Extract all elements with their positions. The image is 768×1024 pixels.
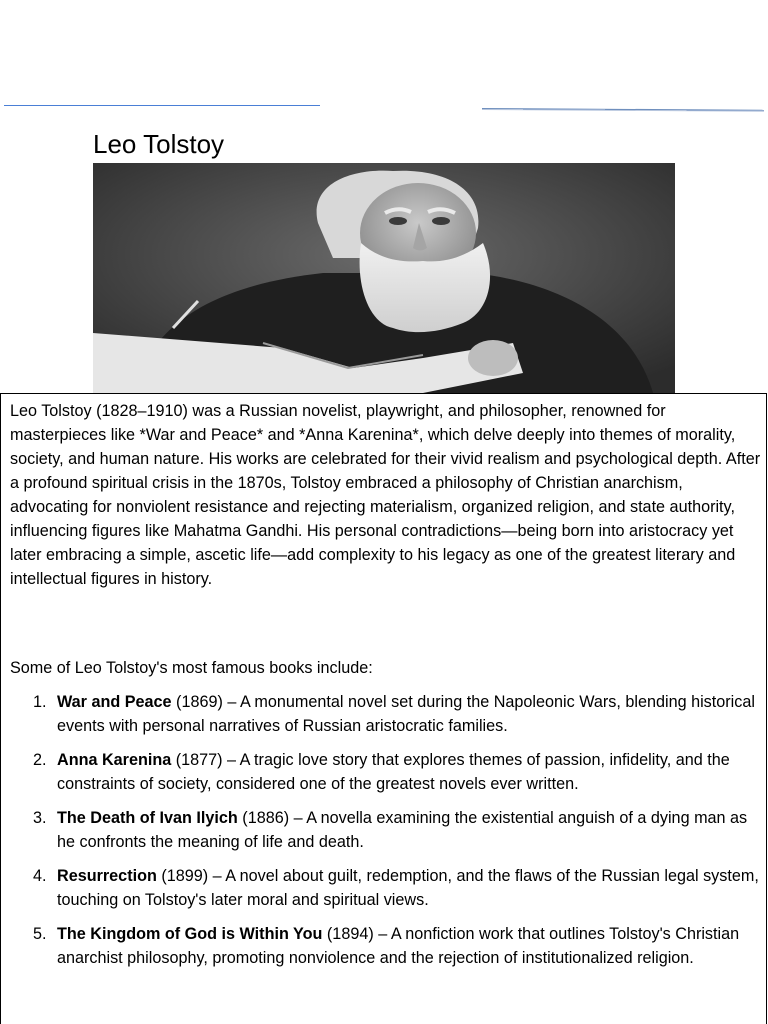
decorative-rule-left (4, 105, 320, 106)
list-item (1, 690, 767, 738)
list-item (1, 748, 767, 796)
list-item-number: 2. (33, 751, 47, 769)
book-description: – A novel about guilt, redemption, and the flaws of the Russian legal system, touching on Tolstoy's later moral and spiritual views. (57, 867, 759, 909)
portrait-illustration (93, 163, 675, 393)
book-title: War and Peace (57, 693, 172, 711)
list-item (1, 922, 767, 970)
page-title: Leo Tolstoy (93, 129, 225, 159)
portrait-image (93, 163, 675, 393)
book-year: (1894) (322, 925, 374, 943)
list-item-number: 1. (33, 693, 47, 711)
book-description: – A nonfiction work that outlines Tolstoy's Christian anarchist philosophy, promoting nonviolence and the rejection of institutionalized religion. (57, 925, 740, 967)
book-description: – A novella examining the existential anguish of a dying man as he confronts the meaning of life and death. (57, 809, 748, 851)
text-box (0, 393, 767, 1024)
book-description: – A tragic love story that explores themes of passion, infidelity, and the constraints of society, considered one of the greatest novels ever written. (57, 751, 730, 793)
book-year: (1869) (171, 693, 223, 711)
list-item-number: 3. (33, 809, 47, 827)
biography-paragraph: Leo Tolstoy (1828–1910) was a Russian novelist, playwright, and philosopher, renowned for masterpieces like *War and Peace* and *Anna Karenina*, which delve deeply into themes of morality, society, and human nature. His works are celebrated for their vivid realism and psychological depth. After a profound spiritual crisis in the 1870s, Tolstoy embraced a philosophy of Christian anarchism, advocating for nonviolent resistance and rejecting materialism, organized religion, and state authority, influencing figures like Mahatma Gandhi. His personal contradictions—being born into aristocracy yet later embracing a simple, ascetic life—add complexity to his legacy as one of the greatest literary and intellectual figures in history. (10, 402, 761, 588)
book-description: – A monumental novel set during the Napoleonic Wars, blending historical events with personal narratives of Russian aristocratic families. (57, 693, 755, 735)
book-year: (1877) (171, 751, 223, 769)
list-item-number: 4. (33, 867, 47, 885)
book-title: The Kingdom of God is Within You (57, 925, 323, 943)
book-title: The Death of Ivan Ilyich (57, 809, 238, 827)
list-item (1, 864, 767, 912)
list-item-number: 5. (33, 925, 47, 943)
books-intro: Some of Leo Tolstoy's most famous books include: (10, 659, 373, 677)
books-list (1, 690, 767, 980)
book-year: (1886) (237, 809, 290, 827)
list-item (1, 806, 767, 854)
book-title: Anna Karenina (57, 751, 172, 769)
book-title: Resurrection (57, 867, 157, 885)
decorative-rule-right (482, 108, 764, 112)
book-year: (1899) (156, 867, 209, 885)
